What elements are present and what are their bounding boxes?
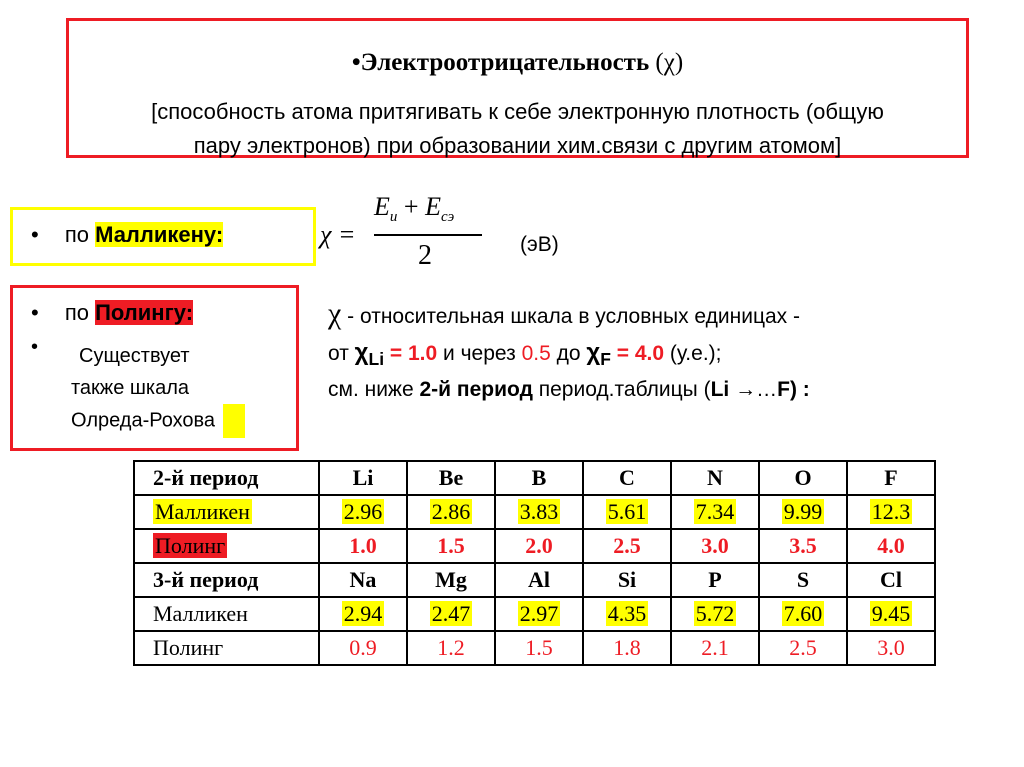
table-cell: Mg <box>407 563 495 597</box>
table-cell: 9.45 <box>847 597 935 631</box>
table-cell: 0.9 <box>319 631 407 665</box>
title-definition-line2: пару электронов) при образовании хим.связи с другим атомом] <box>193 133 842 158</box>
table-cell: 7.60 <box>759 597 847 631</box>
mulliken-name: Малликену: <box>95 222 224 247</box>
mulliken-bullet: • <box>31 222 39 247</box>
pauling-note-line2: также шкала <box>71 377 190 399</box>
table-cell: C <box>583 461 671 495</box>
table-cell: 2.86 <box>407 495 495 529</box>
table-cell: N <box>671 461 759 495</box>
table-cell: 2.5 <box>759 631 847 665</box>
formula-numerator <box>374 192 454 226</box>
table-cell: 1.5 <box>407 529 495 563</box>
table-cell: 1.2 <box>407 631 495 665</box>
table-cell: Li <box>319 461 407 495</box>
chi-f-symbol: χ <box>586 339 601 366</box>
yellow-marker <box>223 404 245 438</box>
mulliken-formula <box>318 188 488 278</box>
table-cell: 12.3 <box>847 495 935 529</box>
mulliken-box <box>10 207 316 266</box>
row-header: 2-й период <box>134 461 319 495</box>
table-row <box>134 563 935 597</box>
row-header: Малликен <box>134 495 319 529</box>
formula-denominator: 2 <box>418 240 432 271</box>
chi-li-symbol: χ <box>354 339 369 366</box>
formula-lhs: χ = <box>320 220 356 249</box>
table-cell: Na <box>319 563 407 597</box>
scale-range: от $\chi_{Li} = 1.0$ и через 0.5 до $\chi_F = 4.0$ (у.е.); <box>328 339 722 370</box>
row-header: Полинг <box>134 631 319 665</box>
chi-symbol: χ <box>328 297 342 330</box>
table-cell: 1.0 <box>319 529 407 563</box>
scale-description <box>328 297 800 331</box>
mulliken-prefix: по <box>64 222 96 247</box>
table-cell: 2.0 <box>495 529 583 563</box>
table-cell: Si <box>583 563 671 597</box>
chi-f-value: = 4.0 <box>610 342 665 365</box>
row-header: 3-й период <box>134 563 319 597</box>
title-definition <box>69 95 966 163</box>
table-cell: Be <box>407 461 495 495</box>
table-cell: 4.35 <box>583 597 671 631</box>
pauling-line <box>31 300 193 326</box>
title-heading-text: Электроотрицательность <box>360 49 650 76</box>
table-cell: 2.96 <box>319 495 407 529</box>
table-cell: Al <box>495 563 583 597</box>
table-row <box>134 597 935 631</box>
table-cell: 9.99 <box>759 495 847 529</box>
formula-fraction-bar <box>374 234 482 236</box>
pauling-bullet: • <box>31 300 39 325</box>
pauling-prefix: по <box>64 300 96 325</box>
table-cell: 7.34 <box>671 495 759 529</box>
table-cell: F <box>847 461 935 495</box>
table-cell: 2.47 <box>407 597 495 631</box>
scale-description-text: - относительная шкала в условных единицах - <box>341 305 800 328</box>
title-heading <box>69 49 966 77</box>
table-cell: 2.94 <box>319 597 407 631</box>
table-row <box>134 461 935 495</box>
scale-step: 0.5 <box>521 342 551 365</box>
table-cell: 5.72 <box>671 597 759 631</box>
title-symbol: (χ) <box>655 49 684 76</box>
pauling-note-line3-wrap <box>71 404 245 438</box>
chi-li-value: = 1.0 <box>384 342 438 365</box>
table-cell: 2.97 <box>495 597 583 631</box>
table-cell: 4.0 <box>847 529 935 563</box>
row-header: Малликен <box>134 597 319 631</box>
title-bullet: • <box>351 49 361 76</box>
table-cell: Cl <box>847 563 935 597</box>
mulliken-unit: (эВ) <box>520 233 559 256</box>
table-row <box>134 631 935 665</box>
row-header: Полинг <box>134 529 319 563</box>
table-cell: 2.5 <box>583 529 671 563</box>
table-cell: 3.0 <box>847 631 935 665</box>
table-cell: P <box>671 563 759 597</box>
pauling-note-bullet: • <box>31 336 39 358</box>
table-row <box>134 529 935 563</box>
pauling-box <box>10 285 299 451</box>
pauling-note-line3: Олреда-Рохова <box>71 409 216 432</box>
mulliken-line <box>31 222 223 248</box>
title-box <box>66 18 969 158</box>
title-definition-line1: [способность атома притягивать к себе электронную плотность (общую <box>151 99 884 124</box>
formula-plus: + <box>403 192 419 221</box>
pauling-note-line1: Существует <box>79 345 190 367</box>
formula-e1: E <box>374 192 390 221</box>
table-cell: 2.1 <box>671 631 759 665</box>
table-body <box>134 461 935 665</box>
table-cell: 1.5 <box>495 631 583 665</box>
table-cell: 1.8 <box>583 631 671 665</box>
electronegativity-table <box>133 460 936 666</box>
formula-sub1: и <box>389 209 398 226</box>
table-cell: 3.83 <box>495 495 583 529</box>
formula-sub2: сэ <box>440 209 455 226</box>
table-cell: O <box>759 461 847 495</box>
table-cell: 3.0 <box>671 529 759 563</box>
table-row <box>134 495 935 529</box>
formula-e2: E <box>425 192 441 221</box>
table-cell: B <box>495 461 583 495</box>
pauling-note <box>71 340 245 438</box>
table-reference: см. ниже 2-й период период.таблицы (Li →…F) : <box>328 378 810 401</box>
table-cell: 5.61 <box>583 495 671 529</box>
pauling-name: Полингу: <box>95 300 194 325</box>
table-cell: 3.5 <box>759 529 847 563</box>
table-cell: S <box>759 563 847 597</box>
